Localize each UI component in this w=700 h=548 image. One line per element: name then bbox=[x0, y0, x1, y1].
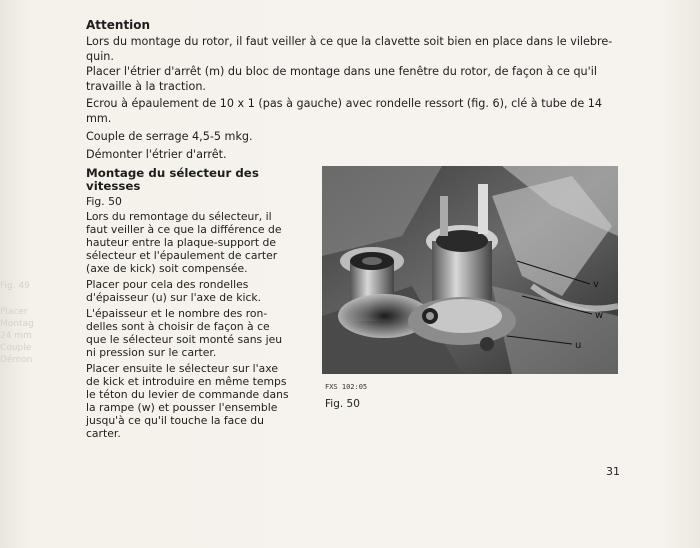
attention-line: quin. bbox=[86, 50, 114, 63]
text-line: sélecteur et l'épaulement de carter bbox=[86, 249, 278, 262]
bleed-line: Couple bbox=[0, 343, 32, 353]
figure-photo bbox=[322, 166, 618, 374]
figure-caption: Fig. 50 bbox=[325, 398, 360, 410]
selector-section bbox=[86, 167, 301, 440]
bleed-through-text bbox=[0, 280, 40, 400]
attention-line: Ecrou à épaulement de 10 x 1 (pas à gauche) avec rondelle ressort (fig. 6), clé à tube de 14 mm. bbox=[86, 97, 603, 125]
figure-code: FXS 102:05 bbox=[325, 383, 368, 391]
figure-reference: Fig. 50 bbox=[86, 195, 122, 208]
text-line: hauteur entre la plaque-support de bbox=[86, 236, 277, 249]
attention-line: Placer l'étrier d'arrêt (m) du bloc de montage dans une fenêtre du rotor, de façon à ce qu'il bbox=[86, 65, 597, 78]
paragraph-3 bbox=[86, 307, 301, 359]
section-heading: Montage du sélecteur des vitesses bbox=[86, 166, 259, 193]
label-w: w bbox=[595, 310, 604, 321]
text-line: d'épaisseur (u) sur l'axe de kick. bbox=[86, 291, 262, 304]
text-line: le téton du levier de commande dans bbox=[86, 388, 289, 401]
text-line: (axe de kick) soit compensée. bbox=[86, 262, 248, 275]
text-line: que le sélecteur soit monté sans jeu bbox=[86, 333, 283, 346]
text-line: Placer pour cela des rondelles bbox=[86, 278, 249, 291]
text-line: la rampe (w) et pousser l'ensemble bbox=[86, 401, 278, 414]
text-line: ni pression sur le carter. bbox=[86, 346, 217, 359]
attention-section bbox=[86, 18, 626, 162]
bleed-line: Fig. 49 bbox=[0, 281, 30, 291]
text-line: L'épaisseur et le nombre des ron- bbox=[86, 307, 268, 320]
text-line: Placer ensuite le sélecteur sur l'axe bbox=[86, 362, 278, 375]
bleed-line: 24 mm bbox=[0, 331, 32, 341]
paragraph-1 bbox=[86, 210, 301, 275]
text-line: de kick et introduire en même temps bbox=[86, 375, 287, 388]
attention-line: Lors du montage du rotor, il faut veiller à ce que la clavette soit bien en place dans le vilebre- bbox=[86, 35, 613, 48]
attention-line: Couple de serrage 4,5-5 mkg. bbox=[86, 130, 253, 143]
attention-heading: Attention bbox=[86, 18, 151, 32]
bleed-line: Montag bbox=[0, 319, 34, 329]
bleed-line: Démon bbox=[0, 355, 33, 365]
page-number: 31 bbox=[606, 465, 620, 478]
text-line: Lors du remontage du sélecteur, il bbox=[86, 210, 272, 223]
attention-line: Démonter l'étrier d'arrêt. bbox=[86, 148, 227, 161]
label-v: v bbox=[593, 279, 599, 290]
paragraph-2 bbox=[86, 278, 301, 304]
bleed-line: Placer bbox=[0, 307, 28, 317]
text-line: carter. bbox=[86, 427, 121, 440]
paragraph-4 bbox=[86, 362, 301, 440]
label-u: u bbox=[575, 340, 582, 351]
attention-line: travaille à la traction. bbox=[86, 80, 206, 93]
text-line: jusqu'à ce qu'il touche la face du bbox=[86, 414, 264, 427]
text-line: delles sont à choisir de façon à ce bbox=[86, 320, 270, 333]
text-line: faut veiller à ce que la différence de bbox=[86, 223, 282, 236]
